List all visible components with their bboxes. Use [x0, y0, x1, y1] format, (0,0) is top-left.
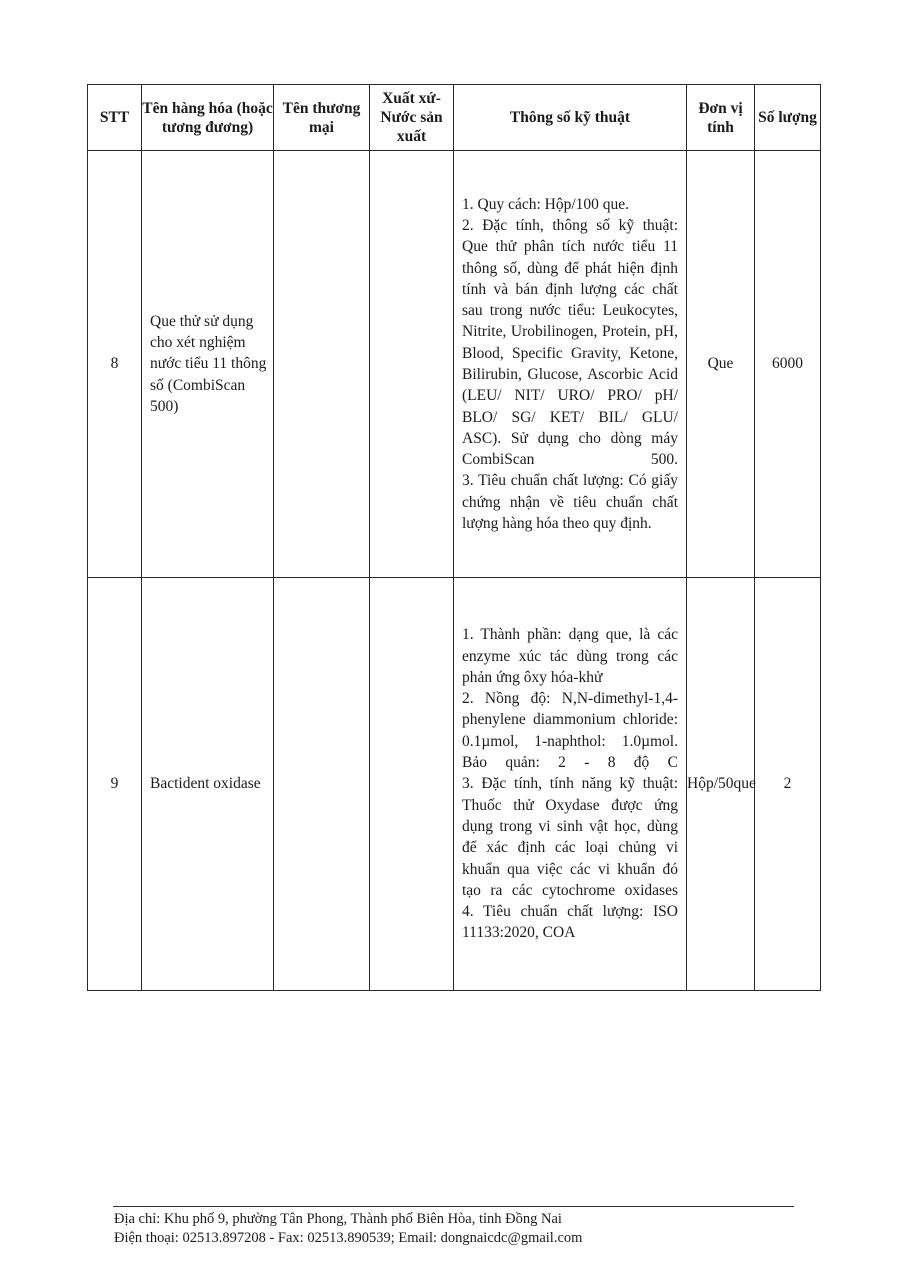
- cell-unit: Hộp/50que: [687, 578, 755, 991]
- table-row: [88, 151, 821, 578]
- footer-contact: Điện thoại: 02513.897208 - Fax: 02513.890539; Email: dongnaicdc@gmail.com: [114, 1230, 583, 1246]
- spec-item: 2. Nồng độ: N,N-dimethyl-1,4-phenylene diammonium chloride: 0.1µmol, 1-naphthol: 1.0µmol. Bảo quản: 2 - 8 độ C: [462, 690, 678, 772]
- footer-address: Địa chỉ: Khu phố 9, phường Tân Phong, Thành phố Biên Hòa, tỉnh Đồng Nai: [114, 1211, 562, 1227]
- cell-spec: [454, 151, 687, 578]
- header-name: Tên hàng hóa (hoặc tương đương): [142, 85, 274, 151]
- spec-item: 1. Thành phần: dạng que, là các enzyme xúc tác dùng trong các phản ứng ôxy hóa-khử: [462, 626, 678, 686]
- header-trade-name: Tên thương mại: [274, 85, 370, 151]
- header-spec: Thông số kỹ thuật: [454, 85, 687, 151]
- header-stt: STT: [88, 85, 142, 151]
- cell-trade-name: [274, 151, 370, 578]
- cell-name: Bactident oxidase: [142, 578, 274, 991]
- spec-item: 2. Đặc tính, thông số kỹ thuật: Que thử phân tích nước tiểu 11 thông số, dùng để phát hiện định tính và bán định lượng các chất sau trong nước tiểu: Leukocytes, Nitrite, Urobilinogen, Protein, pH, Blood, Specific Gravity, Ketone, Bilirubin, Glucose, Ascorbic Acid (LEU/ NIT/ URO/ PRO/ pH/ BLO/ SG/ KET/ BIL/ GLU/ ASC). Sử dụng cho dòng máy CombiScan 500.: [462, 216, 678, 469]
- cell-spec: [454, 578, 687, 991]
- cell-stt: 9: [88, 578, 142, 991]
- footer-divider: [113, 1206, 794, 1207]
- spec-item: 3. Đặc tính, tính năng kỹ thuật: Thuốc thử Oxydase được ứng dụng trong vi sinh vật học, dùng để xác định các loại chủng vi khuẩn qua việc các vi khuẩn đó tạo ra các cytochrome oxidases: [462, 775, 678, 899]
- header-unit: Đơn vị tính: [687, 85, 755, 151]
- spec-item: 1. Quy cách: Hộp/100 que.: [462, 195, 630, 213]
- header-qty: Số lượng: [755, 85, 821, 151]
- spec-item: 3. Tiêu chuẩn chất lượng: Có giấy chứng nhận về tiêu chuẩn chất lượng hàng hóa theo quy định.: [462, 472, 678, 533]
- cell-name: Que thử sử dụng cho xét nghiệm nước tiểu 11 thông số (CombiScan 500): [142, 151, 274, 578]
- table-header-row: [88, 85, 821, 151]
- cell-stt: 8: [88, 151, 142, 578]
- cell-origin: [370, 151, 454, 578]
- cell-qty: 6000: [755, 151, 821, 578]
- spec-item: 4. Tiêu chuẩn chất lượng: ISO 11133:2020, COA: [462, 903, 678, 942]
- cell-origin: [370, 578, 454, 991]
- cell-trade-name: [274, 578, 370, 991]
- table-row: [88, 578, 821, 991]
- specification-table: [87, 84, 821, 991]
- cell-qty: 2: [755, 578, 821, 991]
- cell-unit: Que: [687, 151, 755, 578]
- header-origin: Xuất xứ- Nước sản xuất: [370, 85, 454, 151]
- footer: [114, 1210, 814, 1248]
